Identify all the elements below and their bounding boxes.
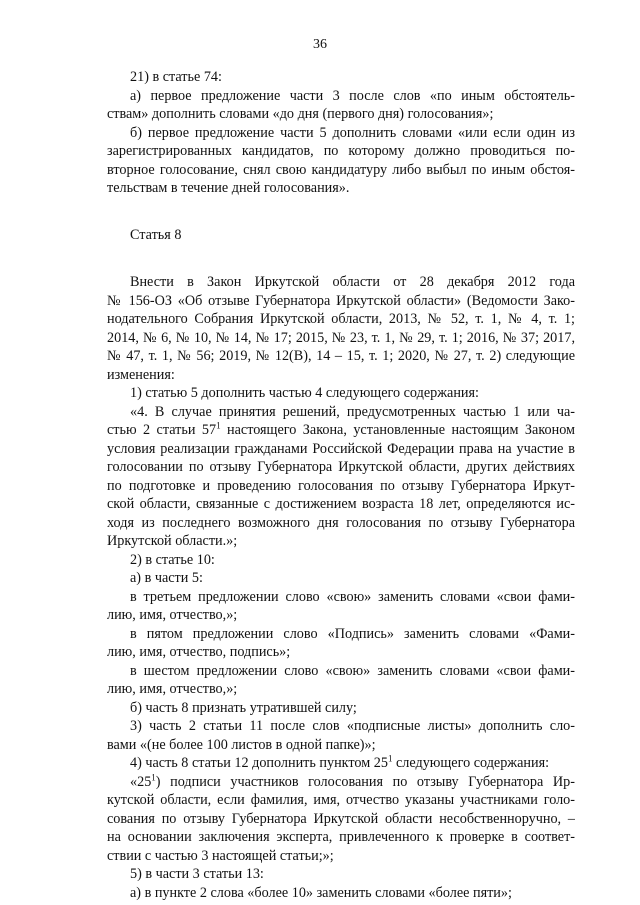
paragraph-line: в шестом предложении слово «свою» заменить словами «свои фами- <box>130 662 575 679</box>
paragraph-line: в пятом предложении слово «Подпись» заменить словами «Фами- <box>130 625 575 642</box>
paragraph-line: ствии с частью 3 настоящей статьи;»; <box>107 847 334 864</box>
paragraph-line: № 47, т. 1, № 56; 2019, № 12(В), 14 – 15, т. 1; 2020, № 27, т. 2) следующие <box>107 348 575 364</box>
page-number: 36 <box>313 37 327 52</box>
paragraph-line: вами «(не более 100 листов в одной папке)»; <box>107 736 376 753</box>
paragraph-line: стью 2 статьи $57^1$ настоящего Закона, установленные настоящим Законом <box>107 421 575 438</box>
paragraph-line: ходя из последнего возможного дня голосования по отзыву Губернатора <box>107 514 575 531</box>
paragraph-line: сования по отзыву Губернатора Иркутской области несобственноручно, – <box>107 810 575 827</box>
paragraph-line: Внести в Закон Иркутской области от 28 декабря 2012 года <box>130 274 575 290</box>
paragraph-line: голосовании по отзыву Губернатора Иркутской области, других действиях <box>107 459 575 475</box>
paragraph-line: 3) часть 2 статьи 11 после слов «подписные листы» дополнить сло- <box>130 718 575 734</box>
paragraph-line: а) первое предложение части 3 после слов «по иным обстоятель- <box>130 87 575 104</box>
paragraph-line: а) в части 5: <box>130 570 203 586</box>
paragraph-line: 21) в статье 74: <box>130 69 222 85</box>
paragraph-line: вторное голосование, снял свою кандидатуру либо выбыл по иным обстоя- <box>107 161 575 178</box>
paragraph-line: лию, имя, отчество, подпись»; <box>107 644 291 660</box>
paragraph-line: тельствам в течение дней голосования». <box>107 180 350 196</box>
paragraph-line: Иркутской области.»; <box>107 533 238 549</box>
article-heading: Статья 8 <box>130 227 182 243</box>
paragraph-line: кутской области, если фамилия, имя, отчество указаны участниками голо- <box>107 792 575 808</box>
paragraph-line: на основании заключения эксперта, привлеченного к проверке в соответ- <box>107 829 575 845</box>
paragraph-line: условия реализации гражданами Российской Федерации права на участие в <box>107 440 575 457</box>
paragraph-line: лию, имя, отчество,»; <box>107 681 238 697</box>
document-body <box>107 68 575 902</box>
paragraph-line: нодательного Собрания Иркутской области, 2013, № 52, т. 1, № 4, т. 1; <box>107 311 575 327</box>
paragraph-line: лию, имя, отчество,»; <box>107 607 238 623</box>
paragraph-line: в третьем предложении слово «свою» заменить словами «свои фами- <box>130 588 575 605</box>
paragraph-line: 2014, № 6, № 10, № 14, № 17; 2015, № 23, т. 1, № 29, т. 1; 2016, № 37; 2017, <box>107 329 575 346</box>
paragraph-line: «$25^1$) подписи участников голосования по отзыву Губернатора Ир- <box>130 772 575 790</box>
paragraph-line: 1) статью 5 дополнить частью 4 следующего содержания: <box>130 385 479 401</box>
paragraph-line: б) первое предложение части 5 дополнить словами «или если один из <box>130 124 575 141</box>
paragraph-line: 5) в части 3 статьи 13: <box>130 866 264 882</box>
paragraph-line: а) в пункте 2 слова «более 10» заменить словами «более пяти»; <box>130 884 512 901</box>
paragraph-line: 4) часть 8 статьи 12 дополнить пунктом $25^1$ следующего содержания: <box>130 753 550 771</box>
paragraph-line: изменения: <box>107 366 175 383</box>
paragraph-line: б) часть 8 признать утратившей силу; <box>130 699 357 716</box>
paragraph-line: «4. В случае принятия решений, предусмотренных частью 1 или ча- <box>130 403 575 420</box>
paragraph-line: 2) в статье 10: <box>130 551 215 568</box>
paragraph-line: зарегистрированных кандидатов, по которому должно проводиться по- <box>107 143 575 159</box>
paragraph-line: ской области, связанные с достижением возраста 18 лет, определяются ис- <box>107 496 575 512</box>
paragraph-line: по подготовке и проведению голосования по отзыву Губернатора Иркут- <box>107 477 575 494</box>
paragraph-line: ствам» дополнить словами «до дня (первого дня) голосования»; <box>107 106 494 122</box>
paragraph-line: № 156-ОЗ «Об отзыве Губернатора Иркутской области» (Ведомости Зако- <box>107 292 575 309</box>
